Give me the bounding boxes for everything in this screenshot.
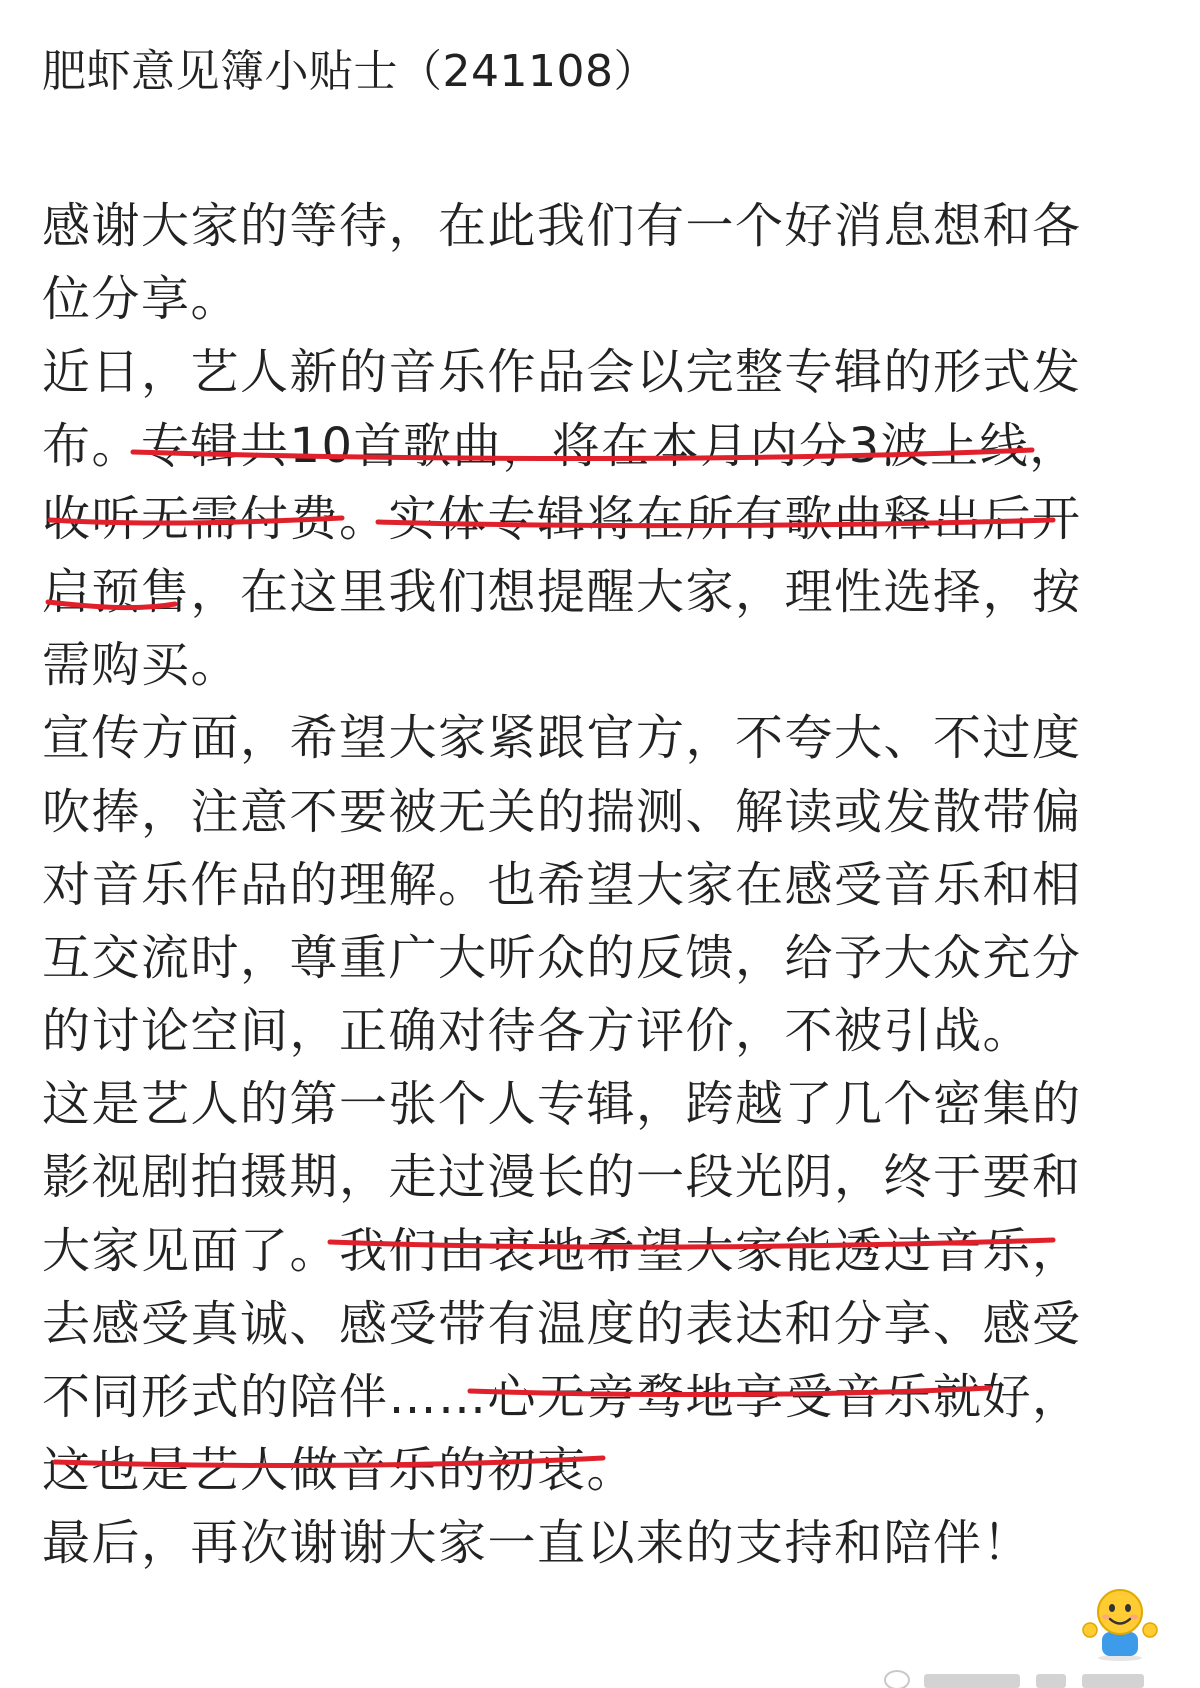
body-line-6: 启预售，在这里我们想提醒大家，理性选择，按 [42, 563, 1082, 620]
watermark-text-block [1036, 1674, 1066, 1688]
body-line-11: 互交流时，尊重广大听众的反馈，给予大众充分 [42, 929, 1082, 986]
body-line-18: 这也是艺人做音乐的初衷。 [42, 1442, 637, 1499]
body-line-5: 收听无需付费。实体专辑将在所有歌曲释出后开 [42, 490, 1082, 547]
body-line-14: 影视剧拍摄期，走过漫长的一段光阴，终于要和 [42, 1149, 1082, 1206]
body-line-13: 这是艺人的第一张个人专辑，跨越了几个密集的 [42, 1076, 1082, 1133]
weibo-logo-icon [884, 1670, 910, 1688]
body-line-15: 大家见面了。我们由衷地希望大家能透过音乐， [42, 1222, 1082, 1279]
body-line-4: 布。专辑共10首歌曲，将在本月内分3波上线， [42, 417, 1079, 474]
body-line-12: 的讨论空间，正确对待各方评价，不被引战。 [42, 1003, 1033, 1060]
body-line-16: 去感受真诚、感受带有温度的表达和分享、感受 [42, 1295, 1082, 1352]
page-title: 肥虾意见簿小贴士（241108） [42, 46, 658, 97]
body-line-10: 对音乐作品的理解。也希望大家在感受音乐和相 [42, 856, 1082, 913]
body-line-1: 感谢大家的等待，在此我们有一个好消息想和各 [42, 198, 1082, 254]
body-line-8: 宣传方面，希望大家紧跟官方，不夸大、不过度 [42, 710, 1082, 767]
body-line-17: 不同形式的陪伴……心无旁骛地享受音乐就好， [42, 1369, 1082, 1425]
body-line-2: 位分享。 [42, 271, 241, 328]
body-line-3: 近日，艺人新的音乐作品会以完整专辑的形式发 [42, 344, 1082, 401]
watermark-text-block [924, 1674, 1020, 1688]
watermark-text-block [1082, 1674, 1144, 1688]
body-line-9: 吹捧，注意不要被无关的揣测、解读或发散带偏 [42, 783, 1082, 840]
body-line-7: 需购买。 [42, 637, 241, 694]
smiling-face-with-hands-up-icon [1082, 1582, 1158, 1664]
watermark [880, 1664, 1200, 1688]
note-body [42, 190, 1192, 1581]
body-line-19: 最后，再次谢谢大家一直以来的支持和陪伴！ [42, 1515, 1033, 1572]
